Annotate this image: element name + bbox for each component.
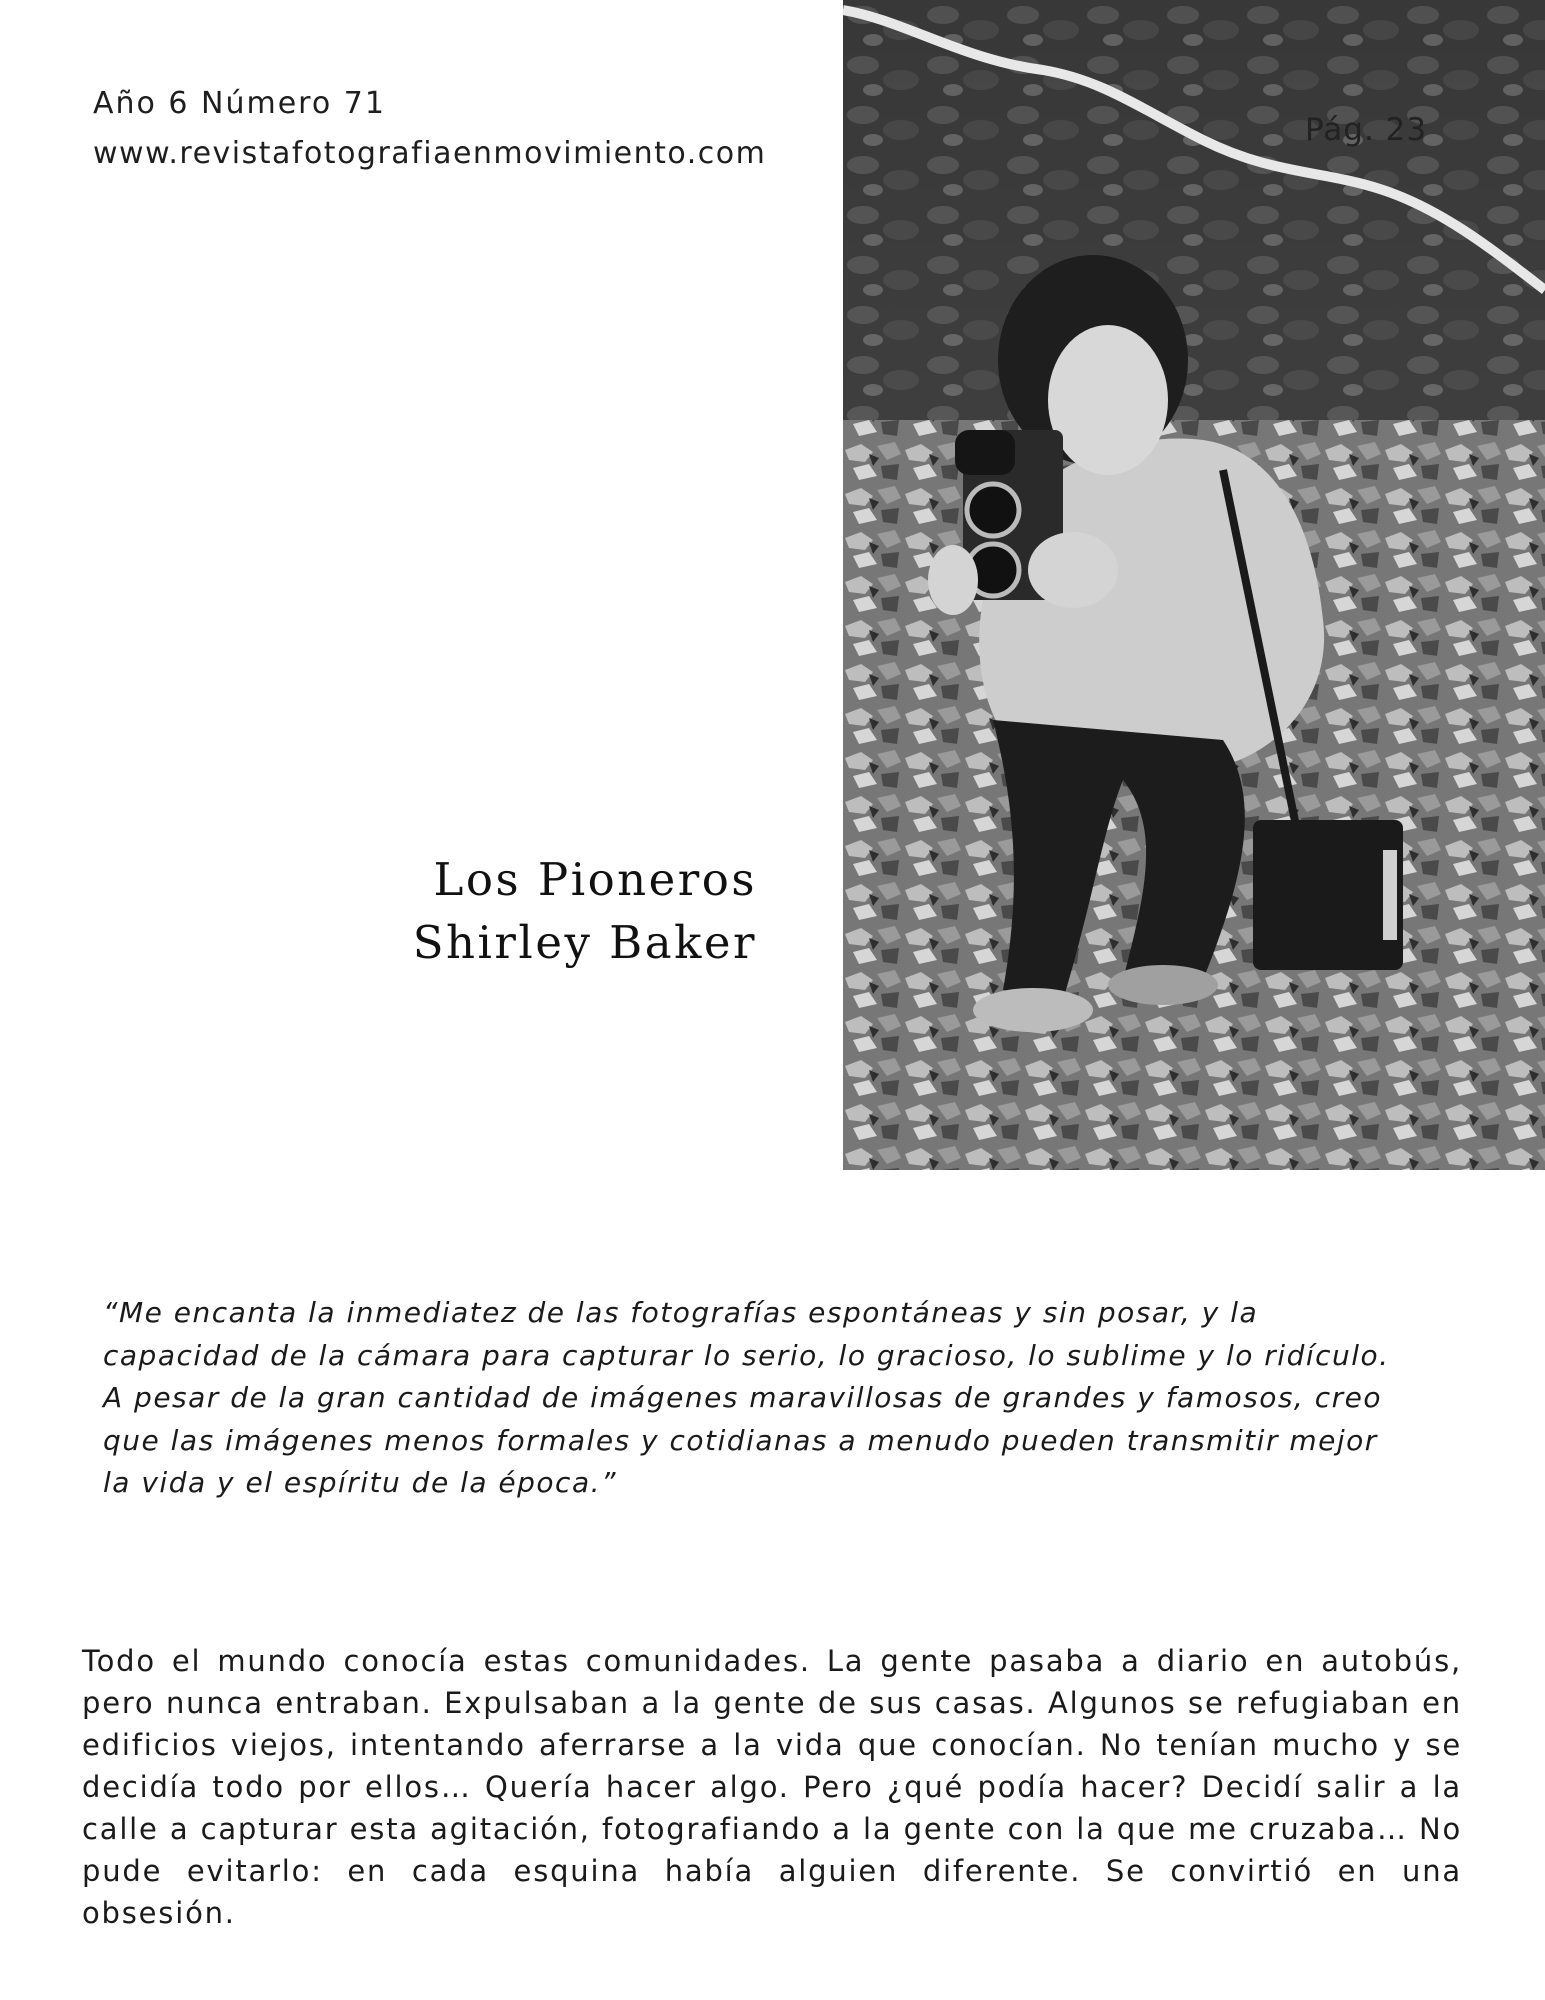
- body-paragraph: Todo el mundo conocía estas comunidades. La gente pasaba a diario en autobús, pero nunca entraban. Expulsaban a la gente de sus casas. Algunos se refugiaban en edificios viejos, intentando aferrarse a la vida que conocían. No tenían mucho y se decidía todo por ellos… Quería hacer algo. Pero ¿qué podía hacer? Decidí salir a la calle a capturar esta agitación, fotografiando a la gente con la que me cruzaba… No pude evitarlo: en cada esquina había alguien diferente. Se convirtió en una obsesión.: [82, 1644, 1462, 1930]
- photo-shirley-baker: [843, 0, 1545, 1170]
- article-title: [413, 848, 757, 974]
- website-url[interactable]: www.revistafotografiaenmovimiento.com: [93, 136, 767, 171]
- pull-quote: “Me encanta la inmediatez de las fotografías espontáneas y sin posar, y la capacidad de la cámara para capturar lo serio, lo gracioso, lo sublime y lo ridículo. A pesar de la gran cantidad de imágenes maravillosas de grandes y famosos, creo que las imágenes menos formales y cotidianas a menudo pueden transmitir mejor la vida y el espíritu de la época.”: [103, 1296, 1390, 1499]
- title-name: Shirley Baker: [412, 916, 757, 969]
- title-section: Los Pioneros: [433, 853, 757, 906]
- page-number: Pág. 23: [1305, 112, 1428, 148]
- issue-label: Año 6 Número 71: [93, 86, 386, 121]
